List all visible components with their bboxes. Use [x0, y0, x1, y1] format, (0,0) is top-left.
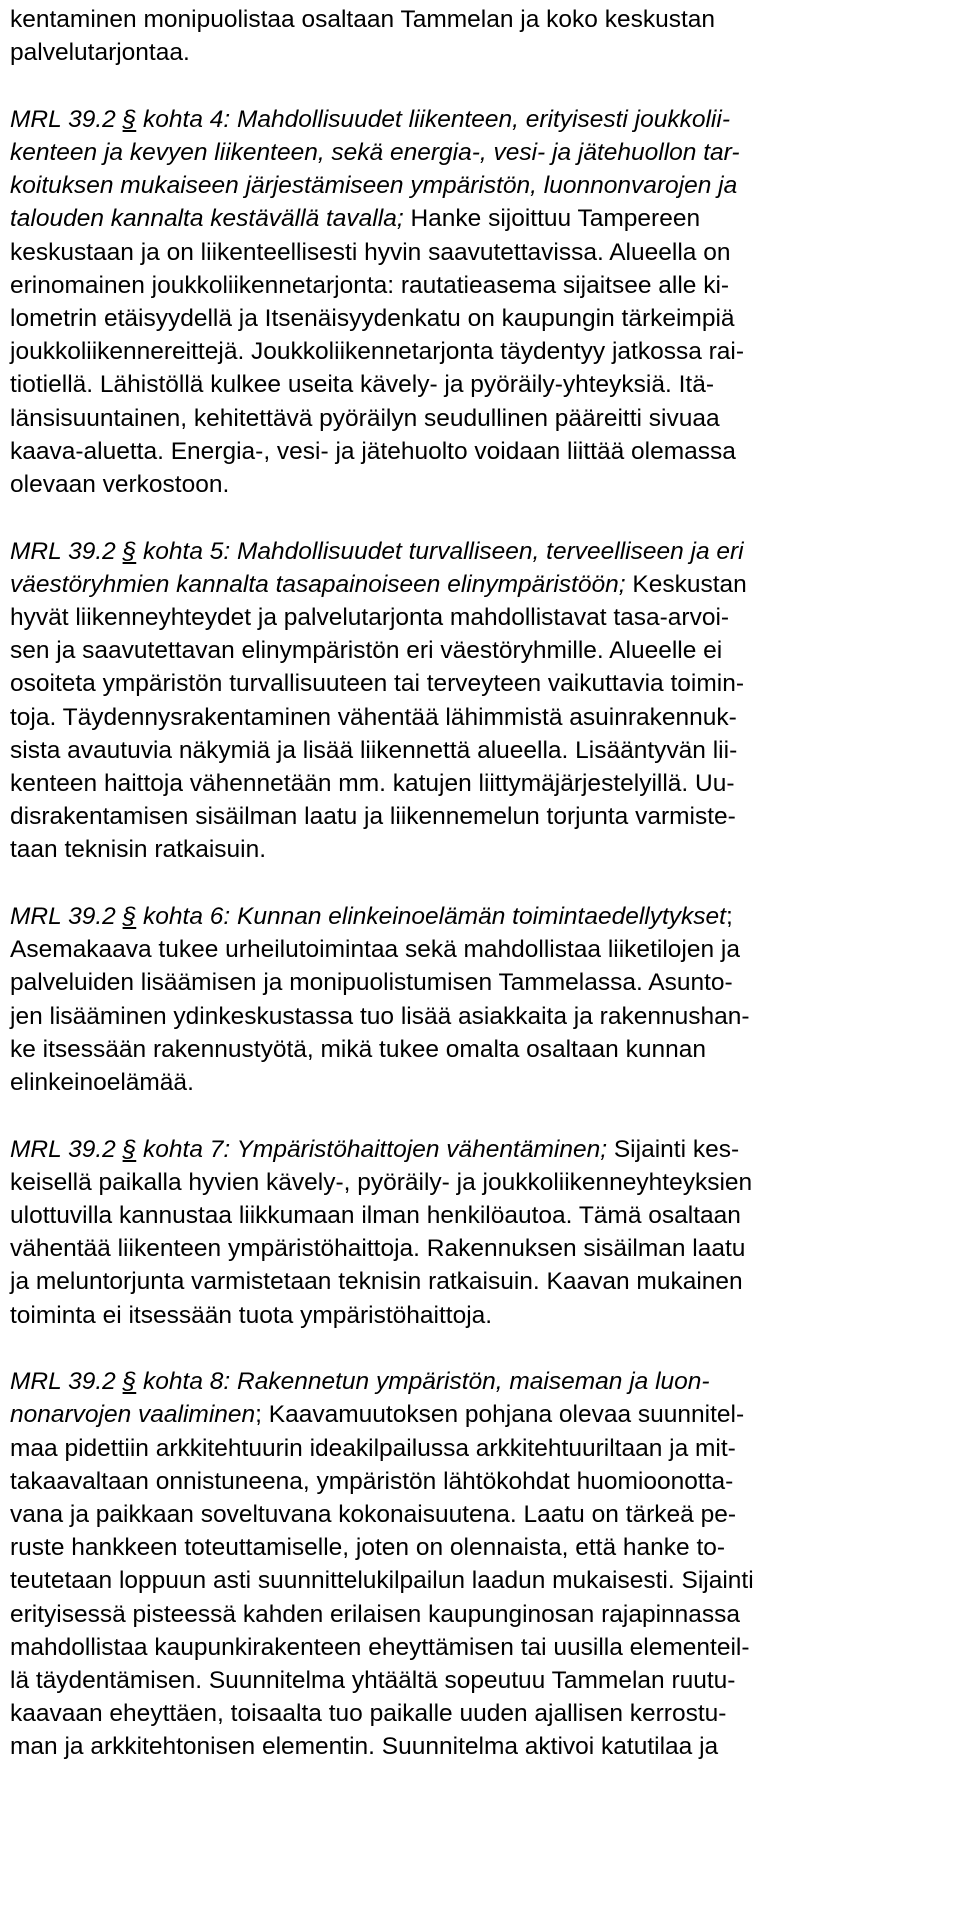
text-segment: vana ja paikkaan soveltuvana kokonaisuutena. Laatu on tärkeä pe- [10, 1501, 736, 1528]
text-segment: kohta 8: Rakennetun ympäristön, maiseman ja luon- [136, 1368, 710, 1396]
text-line [10, 938, 740, 963]
section-sign: § [122, 105, 137, 133]
text-segment: erityisessä pisteessä kahden erilaisen kaupunginosan rajapinnassa [10, 1600, 741, 1628]
text-line [10, 340, 744, 365]
text-line [10, 838, 266, 863]
text-segment: elinkeinoelämää. [10, 1069, 194, 1096]
text-segment: kohta 5: Mahdollisuudet turvalliseen, terveelliseen ja eri [136, 537, 744, 565]
text-line [10, 1633, 750, 1661]
text-segment: lometrin etäisyydellä ja Itsenäisyydenkatu on kaupungin tärkeimpiä [10, 305, 735, 332]
text-line [10, 1071, 194, 1096]
text-segment: maa pidettiin arkkitehtuurin ideakilpailussa arkkitehtuuriltaan ja mit- [10, 1434, 736, 1462]
text-line [10, 1035, 706, 1063]
text-segment: MRL 39.2 [10, 537, 123, 565]
text-line [10, 1168, 753, 1196]
text-segment: talouden kannalta kestävällä tavalla; [10, 205, 404, 233]
text-line [10, 1434, 736, 1462]
text-segment: länsisuuntainen, kehitettävä pyöräilyn seudullinen pääreitti sivuaa [10, 404, 720, 432]
text-line [10, 404, 720, 432]
text-segment: toiminta ei itsessään tuota ympäristöhaittoja. [10, 1301, 493, 1329]
text-segment: nonarvojen vaaliminen [10, 1401, 256, 1429]
text-line [10, 174, 737, 199]
text-segment: MRL 39.2 [10, 105, 123, 133]
section-sign: § [122, 1135, 137, 1163]
text-line [10, 1237, 745, 1262]
text-segment: Sijainti kes- [607, 1135, 740, 1163]
text-segment: MRL 39.2 [10, 1368, 123, 1396]
text-segment: joukkoliikennereittejä. Joukkoliikennetarjonta täydentyy jatkossa rai- [10, 338, 745, 366]
text-line [10, 703, 737, 731]
text-segment: kenteen ja kevyen liikenteen, sekä energia-, vesi- ja jätehuollon tar- [10, 139, 740, 166]
text-segment: ke itsessään rakennustyötä, mikä tukee omalta osaltaan kunnan [10, 1035, 706, 1063]
text-line [10, 672, 744, 697]
text-segment: sen ja saavutettavan elinympäristön eri väestöryhmille. Alueelle ei [10, 637, 723, 665]
text-line [10, 736, 738, 764]
text-segment: ; [725, 903, 733, 930]
text-segment: taan teknisin ratkaisuin. [10, 836, 267, 864]
text-segment: ulottuvilla kannustaa liikkumaan ilman henkilöautoa. Tämä osaltaan [10, 1202, 741, 1229]
text-line [10, 271, 730, 299]
text-line [10, 1270, 743, 1295]
text-segment: palvelutarjontaa. [10, 39, 190, 67]
text-segment: olevaan verkostoon. [10, 471, 230, 498]
text-segment: vähentää liikenteen ympäristöhaittoja. Rakennuksen sisäilman laatu [10, 1235, 746, 1263]
text-segment: koituksen mukaiseen järjestämiseen ympäristön, luonnonvarojen ja [10, 172, 738, 200]
text-line [10, 639, 722, 664]
text-line [10, 1669, 735, 1694]
text-line [10, 41, 190, 66]
text-line [10, 105, 730, 133]
text-segment: MRL 39.2 [10, 1135, 123, 1163]
text-segment: tiotiellä. Lähistöllä kulkee useita kävely- ja pyöräily-yhteyksiä. Itä- [10, 371, 715, 399]
text-segment: ja meluntorjunta varmistetaan teknisin ratkaisuin. Kaavan mukainen [10, 1268, 743, 1296]
text-segment: keisellä paikalla hyvien kävely-, pyöräily- ja joukkoliikenneyhteyksien [10, 1168, 753, 1196]
text-line [10, 1301, 493, 1329]
text-segment: osoiteta ympäristön turvallisuuteen tai terveyteen vaikuttavia toimin- [10, 670, 744, 698]
text-line [10, 1403, 744, 1428]
text-line [10, 537, 744, 565]
text-segment: väestöryhmien kannalta tasapainoiseen elinympäristöön; [10, 570, 626, 598]
text-line [10, 1536, 725, 1561]
text-segment: MRL 39.2 [10, 903, 123, 930]
text-line [10, 473, 229, 498]
text-line [10, 1503, 736, 1528]
text-line [10, 1002, 750, 1030]
text-segment: kohta 4: Mahdollisuudet liikenteen, erityisesti joukkolii- [136, 105, 730, 133]
text-line [10, 1135, 740, 1163]
text-segment: toja. Täydennysrakentaminen vähentää lähimmistä asuinrakennuk- [10, 703, 737, 731]
text-line [10, 207, 700, 232]
text-line [10, 570, 747, 598]
text-segment: palveluiden lisäämisen ja monipuolistumisen Tammelassa. Asunto- [10, 969, 733, 997]
text-segment: mahdollistaa kaupunkirakenteen eheyttämisen tai uusilla elementeil- [10, 1633, 750, 1661]
text-segment: kaavaan eheyttäen, toisaalta tuo paikalle uuden ajallisen kerrostu- [10, 1700, 727, 1728]
text-line [10, 1702, 726, 1727]
text-segment: ; Kaavamuutoksen pohjana olevaa suunnitel- [255, 1401, 745, 1429]
text-segment: takaavaltaan onnistuneena, ympäristön lähtökohdat huomioonotta- [10, 1467, 734, 1495]
text-segment: teutetaan loppuun asti suunnittelukilpailun laadun mukaisesti. Sijainti [10, 1567, 754, 1595]
text-line [10, 437, 736, 465]
text-segment: man ja arkkitehtonisen elementin. Suunnitelma aktivoi katutilaa ja [10, 1733, 719, 1761]
text-line [10, 971, 733, 996]
text-segment: kohta 7: Ympäristöhaittojen vähentäminen; [136, 1135, 608, 1163]
text-segment: keskustaan ja on liikenteellisesti hyvin saavutettavissa. Alueella on [10, 238, 731, 266]
text-line [10, 772, 735, 797]
text-segment: kohta 6: Kunnan elinkeinoelämän toimintaedellytykset [136, 903, 726, 930]
text-segment: kaava-aluetta. Energia-, vesi- ja jätehuolto voidaan liittää olemassa [10, 437, 736, 465]
text-line [10, 905, 733, 930]
text-line [10, 1735, 718, 1760]
text-segment: Hanke sijoittuu Tampereen [403, 205, 701, 233]
text-segment: ruste hankkeen toteuttamiselle, joten on olennaista, että hanke to- [10, 1534, 726, 1562]
text-line [10, 238, 731, 266]
text-line [10, 141, 740, 166]
section-sign: § [122, 537, 137, 565]
text-segment: hyvät liikenneyhteydet ja palvelutarjonta mahdollistavat tasa-arvoi- [10, 604, 730, 631]
text-line [10, 1467, 734, 1495]
text-segment: lä täydentämisen. Suunnitelma yhtäältä sopeutuu Tammelan ruutu- [10, 1667, 736, 1694]
section-sign: § [122, 903, 137, 930]
text-line [10, 1569, 754, 1594]
section-sign: § [122, 1368, 137, 1396]
text-segment: Asemakaava tukee urheilutoimintaa sekä mahdollistaa liiketilojen ja [10, 936, 740, 964]
text-line [10, 606, 729, 631]
text-segment: Keskustan [625, 570, 747, 598]
text-segment: disrakentamisen sisäilman laatu ja liikennemelun torjunta varmiste- [10, 803, 736, 831]
text-segment: jen lisääminen ydinkeskustassa tuo lisää asiakkaita ja rakennushan- [10, 1002, 750, 1030]
text-segment: kentaminen monipuolistaa osaltaan Tammelan ja koko keskustan [10, 6, 716, 33]
text-line [10, 1204, 741, 1229]
text-line [10, 1370, 710, 1395]
text-line [10, 8, 715, 33]
text-line [10, 373, 714, 398]
text-line [10, 1600, 741, 1628]
text-segment: erinomainen joukkoliikennetarjonta: rautatieasema sijaitsee alle ki- [10, 271, 730, 299]
text-segment: kenteen haittoja vähennetään mm. katujen liittymäjärjestelyillä. Uu- [10, 770, 735, 797]
text-segment: sista avautuvia näkymiä ja lisää liikennettä alueella. Lisääntyvän lii- [10, 736, 738, 764]
text-line [10, 307, 735, 332]
text-line [10, 805, 736, 830]
